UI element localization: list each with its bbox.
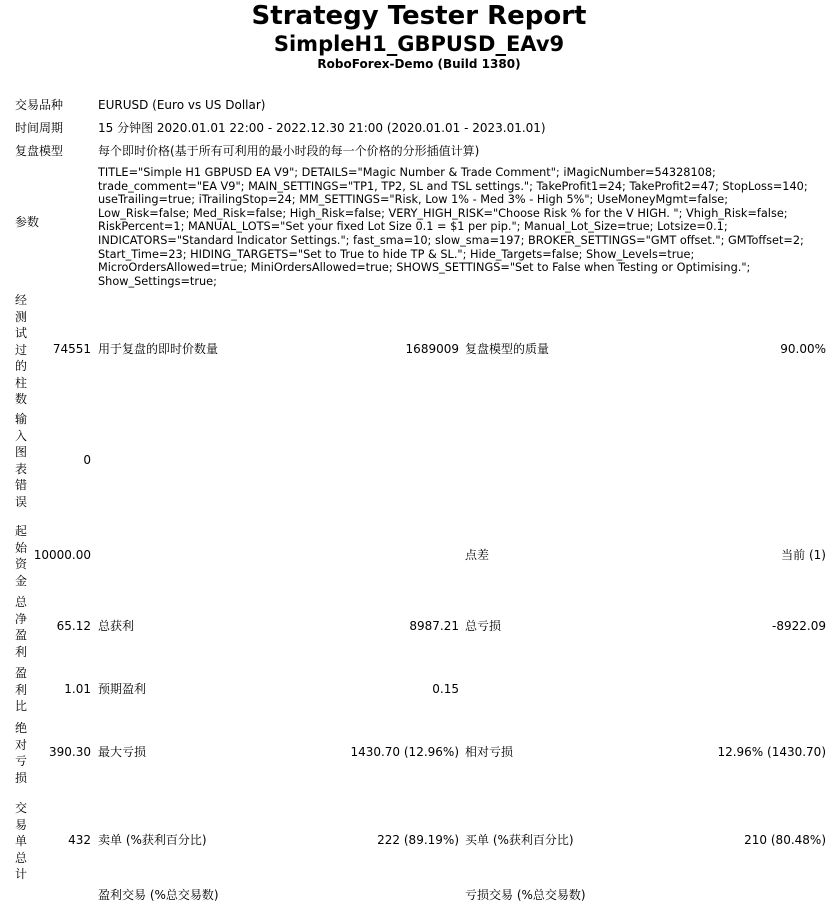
spread-value: 当前 (1) [781, 548, 826, 562]
ticks-value: 1689009 [405, 342, 459, 356]
total-trades-value: 432 [68, 833, 91, 847]
errors-label: 输入图表错误 [15, 412, 28, 509]
server-build: RoboForex-Demo (Build 1380) [317, 57, 521, 71]
deposit-value: 10000.00 [33, 548, 91, 562]
short-positions-value: 222 (89.19%) [377, 833, 459, 847]
next-row-right-label-cut: 亏损交易 (%总交易数) [465, 888, 586, 902]
symbol-value: EURUSD (Euro vs US Dollar) [98, 98, 266, 112]
profit-factor-label: 盈利比 [15, 666, 28, 713]
absolute-drawdown-value: 390.30 [49, 745, 91, 759]
quality-label: 复盘模型的质量 [465, 342, 550, 356]
gross-profit-value: 8987.21 [409, 619, 459, 633]
gross-loss-label: 总亏损 [465, 619, 502, 633]
max-drawdown-label: 最大亏损 [98, 745, 147, 759]
deposit-label: 起始资金 [15, 524, 28, 588]
total-trades-label: 交易单总计 [15, 801, 28, 881]
profit-factor-value: 1.01 [64, 682, 91, 696]
period-label: 时间周期 [15, 121, 64, 135]
net-profit-label: 总净盈利 [15, 595, 28, 659]
bars-label: 经测试过的柱数 [15, 293, 28, 406]
absolute-drawdown-label: 绝对亏损 [15, 721, 28, 785]
gross-profit-label: 总获利 [98, 619, 135, 633]
params-label: 参数 [15, 215, 40, 229]
expected-payoff-label: 预期盈利 [98, 682, 147, 696]
quality-value: 90.00% [780, 342, 826, 356]
max-drawdown-value: 1430.70 (12.96%) [350, 745, 459, 759]
model-value: 每个即时价格(基于所有可利用的最小时段的每一个价格的分形插值计算) [98, 144, 480, 158]
gross-loss-value: -8922.09 [772, 619, 826, 633]
model-label: 复盘模型 [15, 144, 64, 158]
expert-name: SimpleH1_GBPUSD_EAv9 [273, 32, 565, 56]
period-value: 15 分钟图 2020.01.01 22:00 - 2022.12.30 21:00 (2020.01.01 - 2023.01.01) [98, 121, 546, 135]
relative-drawdown-label: 相对亏损 [465, 745, 514, 759]
ticks-label: 用于复盘的即时价数量 [98, 342, 219, 356]
long-positions-value: 210 (80.48%) [744, 833, 826, 847]
params-value: TITLE="Simple H1 GBPUSD EA V9"; DETAILS="Magic Number & Trade Comment"; iMagicNumber=54328108; trade_comment="EA V9"; MAIN_SETTINGS="TP1, TP2, SL and TSL settings."; TakeProfit1=24; TakeProfit2=47; StopLoss=140; useTrailing=true; iTrailingStop=24; MM_SETTINGS="Risk, Low 1% - Med 3% - High 5%"; UseMoneyMgmt=false; Low_Risk=false; Med_Risk=false; High_Risk=false; VERY_HIGH_RISK="Choose Risk % for the V HIGH. "; Vhigh_Risk=false; RiskPercent=1; MANUAL_LOTS="Set your fixed Lot Size 0.1 = $1 per pip."; Manual_Lot_Size=true; Lotsize=0.1; INDICATORS="Standard Indicator Settings."; fast_sma=10; slow_sma=197; BROKER_SETTINGS="GMT offset."; GMToffset=2; Start_Time=23; HIDING_TARGETS="Set to True to hide TP & SL."; Hide_Targets=false; Show_Levels=true; MicroOrdersAllowed=true; MiniOrdersAllowed=true; SHOWS_SETTINGS="Set to False when Testing or Optimising."; Show_Settings=true; [98, 166, 808, 288]
bars-value: 74551 [52, 342, 91, 356]
net-profit-value: 65.12 [56, 619, 91, 633]
symbol-label: 交易品种 [15, 98, 64, 112]
expected-payoff-value: 0.15 [432, 682, 459, 696]
relative-drawdown-value: 12.96% (1430.70) [717, 745, 826, 759]
short-positions-label: 卖单 (%获利百分比) [98, 833, 207, 847]
next-row-left-label-cut: 盈利交易 (%总交易数) [98, 888, 219, 902]
long-positions-label: 买单 (%获利百分比) [465, 833, 574, 847]
report-title: Strategy Tester Report [251, 1, 587, 31]
spread-label: 点差 [465, 548, 490, 562]
errors-value: 0 [83, 453, 91, 467]
